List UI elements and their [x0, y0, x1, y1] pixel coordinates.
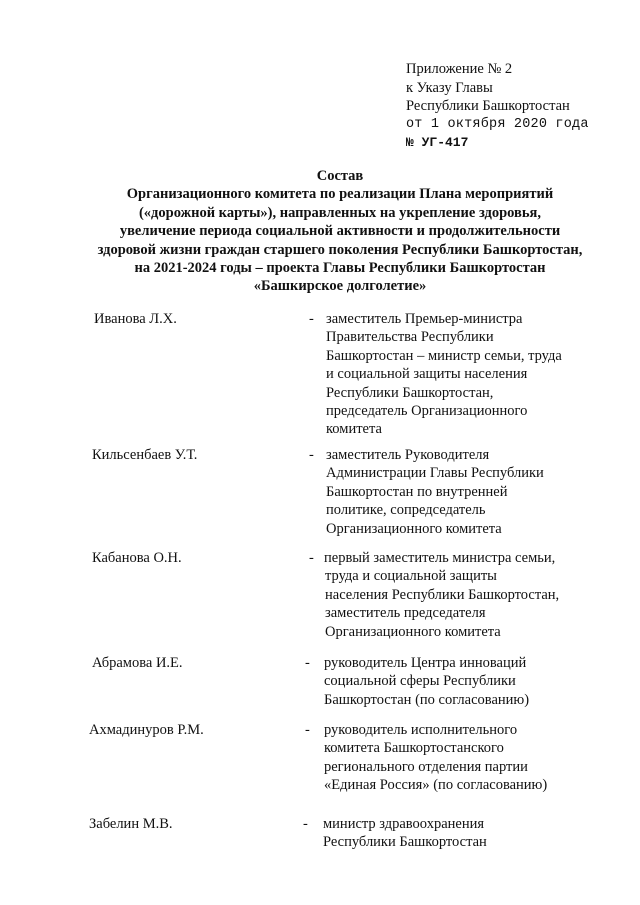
appendix-line: к Указу Главы: [406, 79, 493, 96]
role-line: комитета Башкортостанского: [324, 740, 504, 757]
member-dash: -: [305, 655, 310, 671]
role-line: социальной сферы Республики: [324, 673, 516, 690]
role-line: и социальной защиты населения: [326, 366, 528, 383]
member-role: [312, 549, 602, 641]
document-heading: Состав: [316, 168, 364, 184]
title-line: увеличение периода социальной активности и продолжительности: [119, 223, 561, 240]
decree-date: от 1 октября 2020 года: [406, 116, 589, 132]
role-line: Республики Башкортостан,: [326, 384, 494, 401]
member-dash: -: [303, 816, 308, 832]
role-line: труда и социальной защиты: [325, 568, 497, 585]
role-line: заместитель Премьер-министра: [326, 311, 523, 327]
title-line: «Башкирское долголетие»: [253, 278, 427, 295]
role-line: Организационного комитета: [325, 623, 501, 640]
role-line: регионального отделения партии: [324, 758, 528, 775]
member-dash: -: [309, 550, 314, 566]
role-line: заместитель председателя: [325, 605, 486, 622]
appendix-line: Республики Башкортостан: [406, 98, 570, 114]
role-line: Республики Башкортостан: [323, 834, 487, 851]
title-block: [60, 167, 620, 296]
role-line: комитета: [326, 421, 382, 438]
role-line: политике, сопредседатель: [326, 502, 486, 519]
role-line: населения Республики Башкортостан,: [325, 586, 560, 603]
member-dash: -: [305, 722, 310, 738]
member-name: Ахмадинуров Р.М.: [89, 722, 204, 738]
member-dash: -: [309, 311, 314, 327]
role-line: руководитель Центра инноваций: [324, 655, 527, 671]
role-line: Башкортостан (по согласованию): [324, 691, 530, 708]
member-role: [326, 446, 616, 538]
role-line: первый заместитель министра семьи,: [324, 550, 556, 566]
title-line: здоровой жизни граждан старшего поколения Республики Башкортостан,: [97, 241, 583, 258]
member-name: Кабанова О.Н.: [92, 550, 182, 566]
role-line: Организационного комитета: [326, 520, 502, 537]
member-role: [326, 310, 616, 439]
role-line: заместитель Руководителя: [326, 447, 490, 463]
title-line: Организационного комитета по реализации Плана мероприятий: [126, 186, 554, 203]
member-role: [324, 654, 614, 709]
role-line: председатель Организационного: [326, 403, 528, 420]
title-line: («дорожной карты»), направленных на укрепление здоровья,: [138, 204, 542, 221]
appendix-line: Приложение № 2: [406, 61, 513, 77]
decree-number: № УГ-417: [406, 135, 469, 150]
role-line: руководитель исполнительного: [324, 722, 518, 738]
role-line: Администрации Главы Республики: [326, 465, 544, 482]
member-name: Забелин М.В.: [89, 816, 173, 832]
role-line: Башкортостан по внутренней: [326, 483, 508, 500]
role-line: министр здравоохранения: [323, 816, 485, 832]
appendix-block: [406, 60, 589, 153]
member-name: Иванова Л.Х.: [94, 311, 177, 327]
member-name: Абрамова И.Е.: [92, 655, 183, 671]
member-role: [324, 721, 614, 795]
member-name: Кильсенбаев У.Т.: [92, 447, 198, 463]
role-line: Башкортостан – министр семьи, труда: [326, 347, 562, 364]
member-dash: -: [309, 447, 314, 463]
role-line: «Единая Россия» (по согласованию): [324, 777, 548, 794]
role-line: Правительства Республики: [326, 329, 494, 346]
title-line: на 2021-2024 годы – проекта Главы Республики Башкортостан: [134, 260, 546, 277]
member-role: [323, 815, 613, 852]
